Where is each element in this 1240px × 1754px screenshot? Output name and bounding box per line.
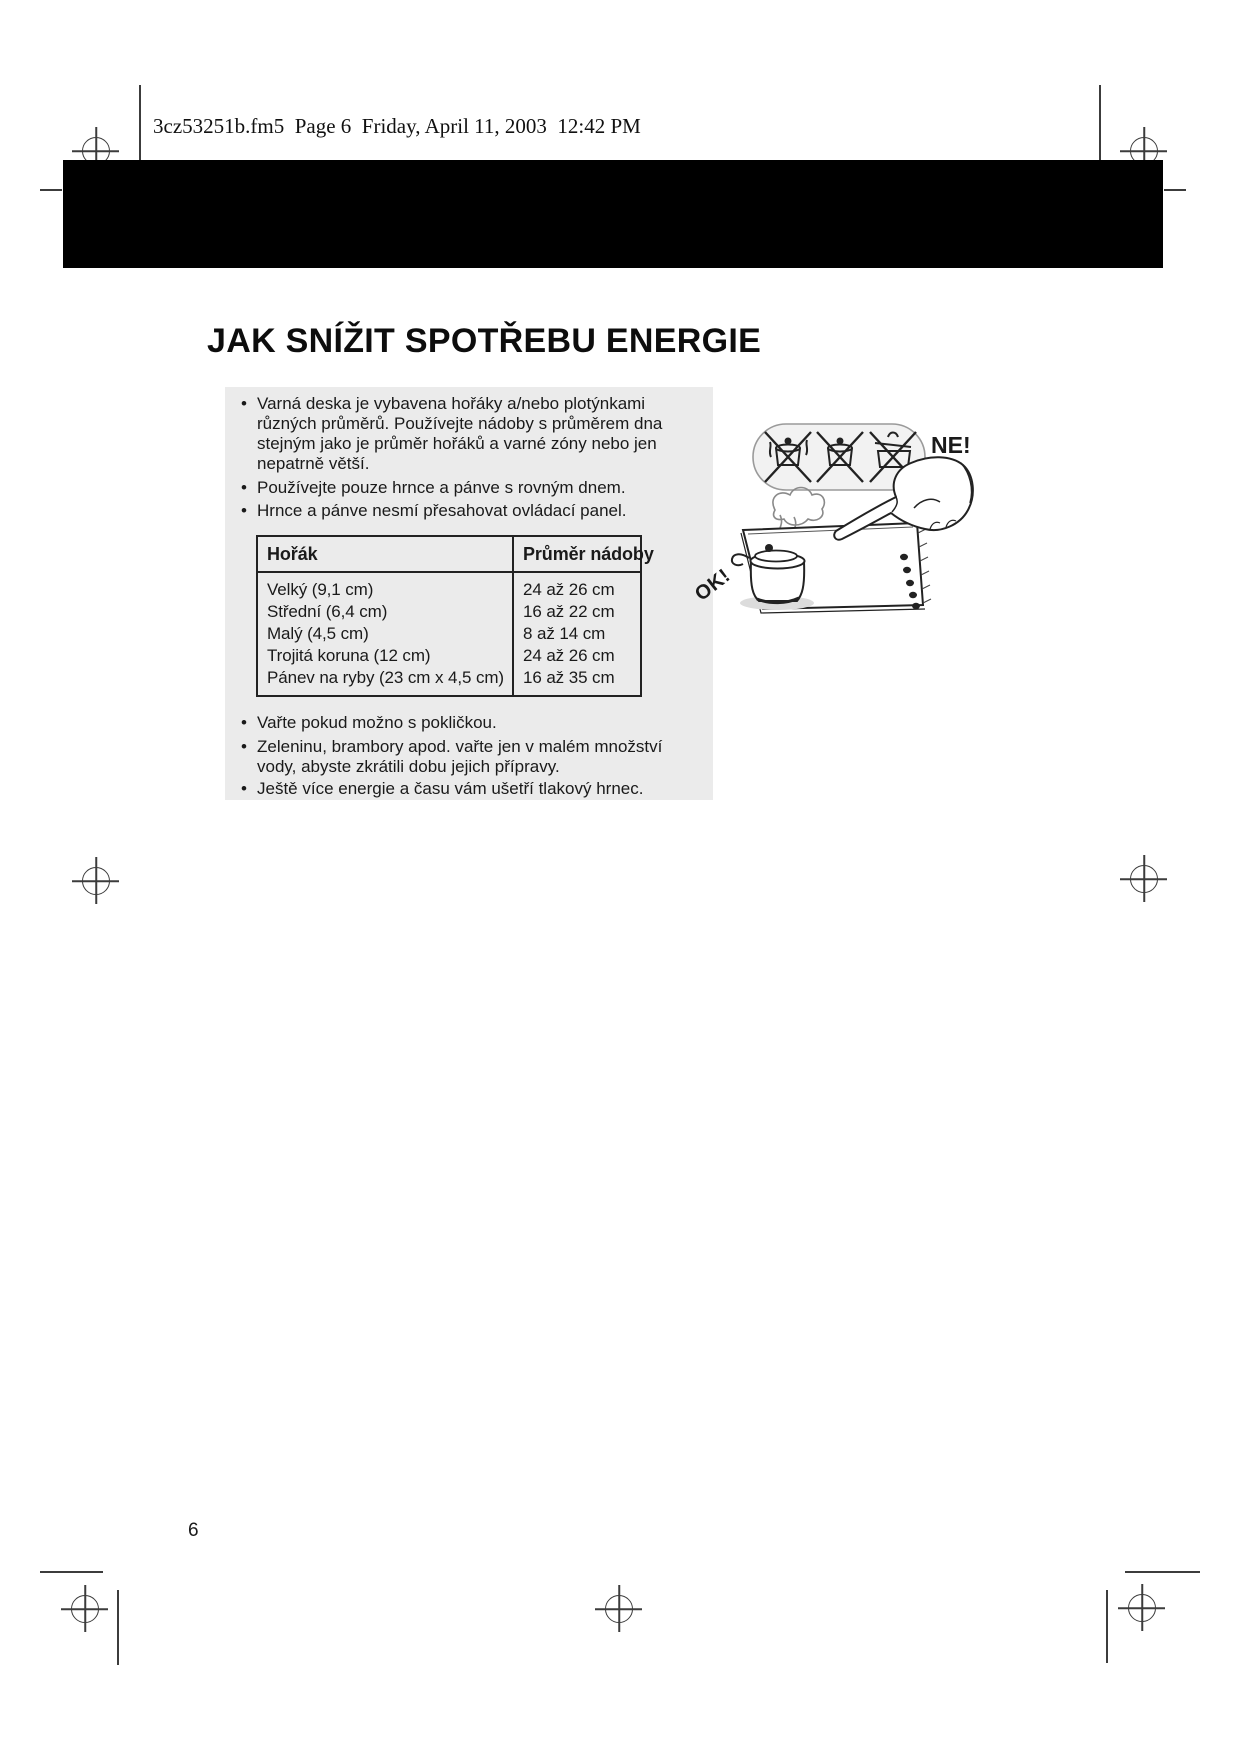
bullet-line: Zeleninu, brambory apod. vařte jen v malém množství — [257, 737, 663, 756]
ne-label: NE! — [931, 432, 971, 458]
bullet-line: stejným jako je průměr hořáků a varné zóny nebo jen — [257, 434, 657, 453]
bullet-text — [257, 394, 662, 474]
table-row — [257, 667, 641, 696]
crop-mark-line — [139, 85, 141, 165]
crop-mark-line — [1164, 189, 1186, 191]
cell-diameter: 16 až 22 cm — [513, 601, 641, 623]
bullet-dot: • — [241, 737, 247, 756]
bullet-line: vody, abyste zkrátili dobu jejich přípravy. — [257, 757, 560, 776]
registration-crosshair-icon — [1130, 865, 1158, 893]
cell-diameter: 8 až 14 cm — [513, 623, 641, 645]
bullet-dot: • — [241, 501, 247, 520]
bullet-text — [257, 713, 497, 733]
crop-mark-line — [40, 1571, 103, 1573]
registration-crosshair-icon — [1128, 1594, 1156, 1622]
bullet-text — [257, 501, 627, 521]
crop-mark-line — [1099, 85, 1101, 165]
bullet-dot: • — [241, 394, 247, 413]
cell-diameter: 16 až 35 cm — [513, 667, 641, 696]
bullet-line: Ještě více energie a času vám ušetří tlakový hrnec. — [257, 779, 644, 798]
bullet-item — [240, 779, 703, 799]
cell-burner: Velký (9,1 cm) — [257, 572, 513, 601]
cell-burner: Trojitá koruna (12 cm) — [257, 645, 513, 667]
table-row — [257, 645, 641, 667]
bullet-text — [257, 478, 626, 498]
bullet-line: Varná deska je vybavena hořáky a/nebo plotýnkami — [257, 394, 646, 413]
crop-mark-line — [1106, 1590, 1108, 1663]
crop-mark-line — [1125, 1571, 1200, 1573]
cell-diameter: 24 až 26 cm — [513, 645, 641, 667]
bullet-item — [240, 713, 703, 733]
page-number: 6 — [188, 1520, 199, 1541]
registration-crosshair-icon — [82, 867, 110, 895]
cell-burner: Pánev na ryby (23 cm x 4,5 cm) — [257, 667, 513, 696]
table-header-diameter: Průměr nádoby — [513, 536, 641, 572]
cell-burner: Střední (6,4 cm) — [257, 601, 513, 623]
bullet-line: nepatrně větší. — [257, 454, 370, 473]
bullet-dot: • — [241, 779, 247, 798]
burner-diameter-table — [256, 535, 654, 697]
print-job-header: 3cz53251b.fm5 Page 6 Friday, April 11, 2003 12:42 PM — [153, 114, 641, 138]
bullet-line: různých průměrů. Používejte nádoby s průměrem dna — [257, 414, 663, 433]
table-row — [257, 572, 641, 601]
bullet-dot: • — [241, 713, 247, 732]
bullet-text — [257, 779, 643, 799]
bullet-text — [257, 737, 662, 777]
registration-crosshair-icon — [71, 1595, 99, 1623]
table-row — [257, 601, 641, 623]
table-header-row — [257, 536, 641, 572]
table-row — [257, 623, 641, 645]
bullet-item — [240, 737, 703, 777]
bullet-line: Hrnce a pánve nesmí přesahovat ovládací panel. — [257, 501, 627, 520]
page-title: JAK SNÍŽIT SPOTŘEBU ENERGIE — [207, 322, 762, 360]
table-header-burner: Hořák — [257, 536, 513, 572]
ok-label: OK! — [690, 564, 735, 606]
bullet-line: Vařte pokud možno s pokličkou. — [257, 713, 497, 732]
crop-mark-line — [40, 189, 62, 191]
cell-diameter: 24 až 26 cm — [513, 572, 641, 601]
cell-burner: Malý (4,5 cm) — [257, 623, 513, 645]
registration-crosshair-icon — [605, 1595, 633, 1623]
bullet-dot: • — [241, 478, 247, 497]
bullet-line: Používejte pouze hrnce a pánve s rovným dnem. — [257, 478, 626, 497]
black-banner — [63, 160, 1163, 268]
crop-mark-line — [117, 1590, 119, 1665]
